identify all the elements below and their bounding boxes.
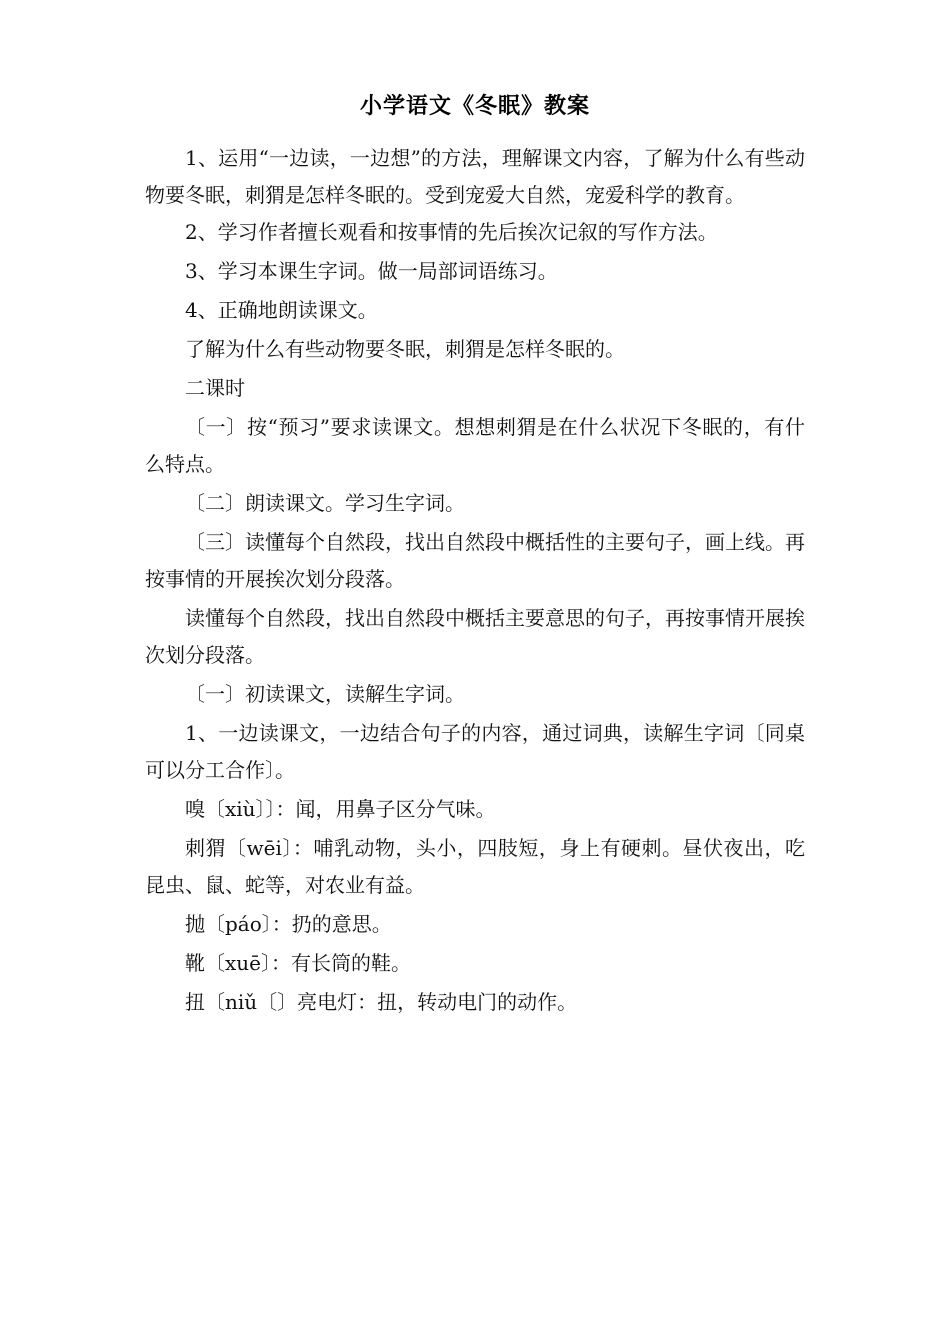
paragraph-step-1: 〔一〕按“预习”要求读课文。想想刺猬是在什么状况下冬眠的，有什么特点。 xyxy=(145,415,805,476)
document-title: 小学语文《冬眠》教案 xyxy=(359,94,590,119)
paragraph-section-1: 〔一〕初读课文，读解生字词。 xyxy=(185,682,465,706)
paragraph-step-3: 〔三〕读懂每个自然段，找出自然段中概括性的主要句子，画上线。再按事情的开展挨次划分段落。 xyxy=(145,530,805,591)
paragraph-vocab-instruction: 1、一边读课文，一边结合句子的内容，通过词典，读解生字词〔同桌可以分工合作〕。 xyxy=(145,721,805,782)
paragraph-objective-4: 4、正确地朗读课文。 xyxy=(185,298,378,322)
paragraph-objective-2: 2、学习作者擅长观看和按事情的先后挨次记叙的写作方法。 xyxy=(185,220,718,244)
vocab-item-xiu: 嗅〔xiù〕〕：闻，用鼻子区分气味。 xyxy=(185,797,496,821)
vocab-item-ciwei: 刺猬〔wēi〕：哺乳动物，头小，四肢短，身上有硬刺。昼伏夜出，吃昆虫、鼠、蛇等，对农业有益。 xyxy=(145,836,805,897)
paragraph-class-hours: 二课时 xyxy=(185,376,245,400)
paragraph-difficulty: 读懂每个自然段，找出自然段中概括主要意思的句子，再按事情开展挨次划分段落。 xyxy=(145,606,805,667)
paragraph-objective-3: 3、学习本课生字词。做一局部词语练习。 xyxy=(185,259,558,283)
vocab-item-niu: 扭〔niǔ〔〕亮电灯：扭，转动电门的动作。 xyxy=(185,990,578,1014)
vocab-item-xue: 靴〔xuē〕：有长筒的鞋。 xyxy=(185,951,411,975)
paragraph-objective-1: 1、运用“一边读，一边想”的方法，理解课文内容，了解为什么有些动物要冬眠，刺猬是怎样冬眠的。受到宠爱大自然，宠爱科学的教育。 xyxy=(145,146,805,207)
paragraph-step-2: 〔二〕朗读课文。学习生字词。 xyxy=(185,491,465,515)
document-body xyxy=(145,140,805,1023)
paragraph-key-point: 了解为什么有些动物要冬眠，刺猬是怎样冬眠的。 xyxy=(185,337,625,361)
vocab-item-pao: 抛〔páo〕：扔的意思。 xyxy=(185,912,392,936)
